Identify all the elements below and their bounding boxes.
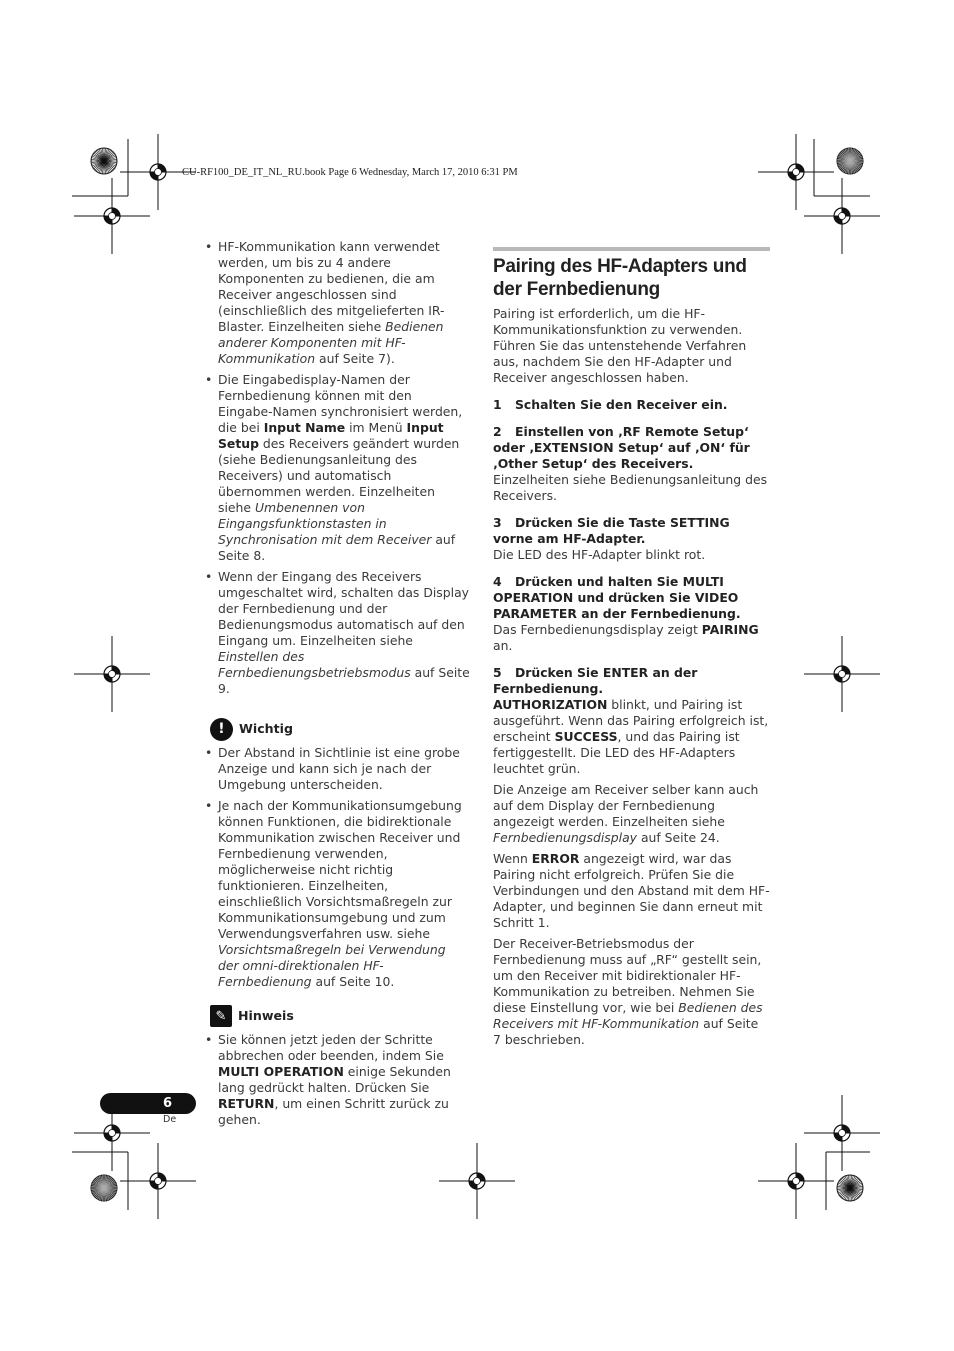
starburst-rays: [837, 148, 863, 174]
bold-term: SUCCESS: [554, 729, 618, 744]
text-run: Das Fernbedienungsdisplay zeigt: [493, 622, 702, 637]
bullet-item: [200, 239, 470, 367]
text-run: auf Seite 7).: [315, 351, 395, 366]
bullet-item: [200, 798, 470, 990]
feature-bullet-list: [200, 239, 470, 697]
registration-target-core: [839, 213, 846, 220]
text-run: angezeigt wird, war das Pairing nicht erfolgreich. Prüfen Sie die Verbindungen und den Abstand mit dem HF-Adapter, und beginnen Sie dann erneut mit Schritt 1.: [493, 851, 770, 930]
text-run: auf Seite 24.: [637, 830, 720, 845]
text-run: Der Receiver-Betriebsmodus der Fernbedienung muss auf „RF“ gestellt sein, um den Receiver mit bidirektionaler HF-Kommunikation zu betreiben. Nehmen Sie diese Einstellung vor, wie bei: [493, 936, 762, 1015]
registration-target-core: [474, 1178, 481, 1185]
text-run: auf Seite 8.: [218, 532, 456, 563]
hinweis-label: Hinweis: [238, 1008, 294, 1023]
bold-term: PAIRING: [701, 622, 759, 637]
step-heading: [493, 397, 770, 413]
registration-target-core: [793, 1178, 800, 1185]
registration-target-core: [109, 213, 116, 220]
wichtig-bullet-list: [200, 745, 470, 990]
hinweis-heading: [210, 1004, 470, 1028]
starburst-rays: [91, 1175, 117, 1201]
step-instruction: Drücken Sie ENTER an der Fernbedienung.: [493, 665, 698, 696]
bullet-item: [200, 1032, 470, 1128]
starburst-rays: [837, 1175, 863, 1201]
section-rule: [493, 247, 770, 251]
registration-target-core: [839, 671, 846, 678]
cross-reference: Fernbedienungsdisplay: [493, 830, 637, 845]
section-intro: Pairing ist erforderlich, um die HF-Kommunikationsfunktion zu verwenden. Führen Sie das untenstehende Verfahren aus, nachdem Sie den HF-Adapter und Receiver angeschlossen haben.: [493, 306, 747, 385]
pencil-note-icon: ✎: [210, 1005, 232, 1027]
cross-reference: Bedienen des Receivers mit HF-Kommunikation: [493, 1000, 763, 1031]
bold-term: Input Setup: [218, 420, 444, 451]
step-paragraph: [493, 472, 770, 504]
text-run: Die Eingabedisplay-Namen der Fernbedienung können mit den Eingabe-Namen synchronisiert werden, die bei: [218, 372, 463, 435]
text-run: Je nach der Kommunikationsumgebung können Funktionen, die bidirektionale Kommunikation zwischen Receiver und Fernbedienung verwenden, möglicherweise nicht richtig funktionieren. Einzelheiten, einschließlich Vorsichtsmaßregeln zur Kommunikationsumgebung und zum Verwendungsverfahren usw. siehe: [218, 798, 462, 941]
page-number-tab: [100, 1093, 196, 1114]
step-instruction: Schalten Sie den Receiver ein.: [515, 397, 728, 412]
step-number: 5: [493, 665, 502, 680]
bullet-item: [200, 372, 470, 564]
pairing-steps: [493, 397, 770, 1048]
text-run: einige Sekunden lang gedrückt halten. Drücken Sie: [218, 1064, 451, 1095]
step-heading: [493, 574, 770, 622]
step-instruction: Drücken Sie die Taste SETTING vorne am HF-Adapter.: [493, 515, 730, 546]
cross-reference: Umbenennen von Eingangsfunktionstasten in Synchronisation mit dem Receiver: [218, 500, 432, 547]
text-run: , und das Pairing ist fertiggestellt. Die LED des HF-Adapters leuchtet grün.: [493, 729, 740, 776]
text-run: auf Seite 9.: [218, 665, 470, 696]
bold-term: AUTHORIZATION: [493, 697, 608, 712]
text-run: Die LED des HF-Adapter blinkt rot.: [493, 547, 706, 562]
text-run: , um einen Schritt zurück zu gehen.: [218, 1096, 449, 1127]
step-number: 3: [493, 515, 502, 530]
text-run: Wenn: [493, 851, 532, 866]
registration-target-core: [839, 1130, 846, 1137]
step-instruction: Drücken und halten Sie MULTI OPERATION und drücken Sie VIDEO PARAMETER an der Fernbedienung.: [493, 574, 741, 621]
step-paragraph: [493, 547, 770, 563]
step-number: 2: [493, 424, 502, 439]
section-title: Pairing des HF-Adapters und der Fernbedienung: [493, 256, 747, 300]
registration-target-core: [155, 169, 162, 176]
wichtig-label: Wichtig: [239, 721, 293, 736]
text-run: auf Seite 10.: [311, 974, 395, 989]
step-instruction: Einstellen von ‚RF Remote Setup‘ oder ‚EXTENSION Setup‘ auf ‚ON‘ für ‚Other Setup‘ des Receivers.: [493, 424, 750, 471]
text-run: an.: [493, 638, 513, 653]
page-number: 6: [162, 1096, 172, 1111]
exclamation-icon: !: [210, 718, 233, 741]
cross-reference: Einstellen des Fernbedienungsbetriebsmodus: [218, 649, 411, 680]
bold-term: ERROR: [531, 851, 580, 866]
text-run: des Receivers geändert wurden (siehe Bedienungsanleitung des Receivers) und automatisch übernommen werden. Einzelheiten siehe: [218, 436, 460, 515]
step-paragraph: [493, 622, 770, 654]
text-run: auf Seite 7 beschrieben.: [493, 1016, 759, 1047]
right-column: [493, 247, 770, 1053]
text-run: Wenn der Eingang des Receivers umgeschaltet wird, schalten das Display der Fernbedienung und der Bedienungsmodus automatisch auf den Eingang um. Einzelheiten siehe: [218, 569, 469, 648]
cross-reference: Bedienen anderer Komponenten mit HF-Kommunikation: [218, 319, 444, 366]
wichtig-heading: [210, 717, 470, 741]
print-file-header: CU-RF100_DE_IT_NL_RU.book Page 6 Wednesday, March 17, 2010 6:31 PM: [182, 167, 518, 178]
hinweis-bullet-list: [200, 1032, 470, 1128]
text-run: Die Anzeige am Receiver selber kann auch auf dem Display der Fernbedienung angezeigt werden. Einzelheiten siehe: [493, 782, 759, 829]
step-heading: [493, 515, 770, 547]
text-run: blinkt, und Pairing ist ausgeführt. Wenn das Pairing erfolgreich ist, erscheint: [493, 697, 769, 744]
registration-target-core: [109, 1130, 116, 1137]
step-heading: [493, 424, 770, 472]
text-run: Der Abstand in Sichtlinie ist eine grobe Anzeige und kann sich je nach der Umgebung unterscheiden.: [218, 745, 460, 792]
step-number: 1: [493, 397, 502, 412]
bold-term: MULTI OPERATION: [218, 1064, 344, 1079]
text-run: Sie können jetzt jeden der Schritte abbrechen oder beenden, indem Sie: [218, 1032, 444, 1063]
page-language: De: [163, 1114, 177, 1125]
step-paragraph: [493, 851, 770, 931]
starburst-rays: [91, 148, 117, 174]
step-heading: [493, 665, 770, 697]
registration-target-core: [793, 169, 800, 176]
bullet-item: [200, 745, 470, 793]
step-paragraph: [493, 697, 770, 777]
text-run: Einzelheiten siehe Bedienungsanleitung des Receivers.: [493, 472, 768, 503]
registration-target-core: [109, 671, 116, 678]
registration-target-core: [155, 1178, 162, 1185]
text-run: im Menü: [345, 420, 407, 435]
text-run: HF-Kommunikation kann verwendet werden, um bis zu 4 andere Komponenten zu bedienen, die am Receiver angeschlossen sind (einschließlich des mitgelieferten IR-Blaster. Einzelheiten siehe: [218, 239, 445, 334]
bold-term: Input Name: [263, 420, 346, 435]
cross-reference: Vorsichtsmaßregeln bei Verwendung der omni-direktionalen HF-Fernbedienung: [218, 942, 446, 989]
step-paragraph: [493, 782, 770, 846]
bullet-item: [200, 569, 470, 697]
left-column: [200, 239, 470, 1133]
step-number: 4: [493, 574, 502, 589]
step-paragraph: [493, 936, 770, 1048]
bold-term: RETURN: [218, 1096, 275, 1111]
